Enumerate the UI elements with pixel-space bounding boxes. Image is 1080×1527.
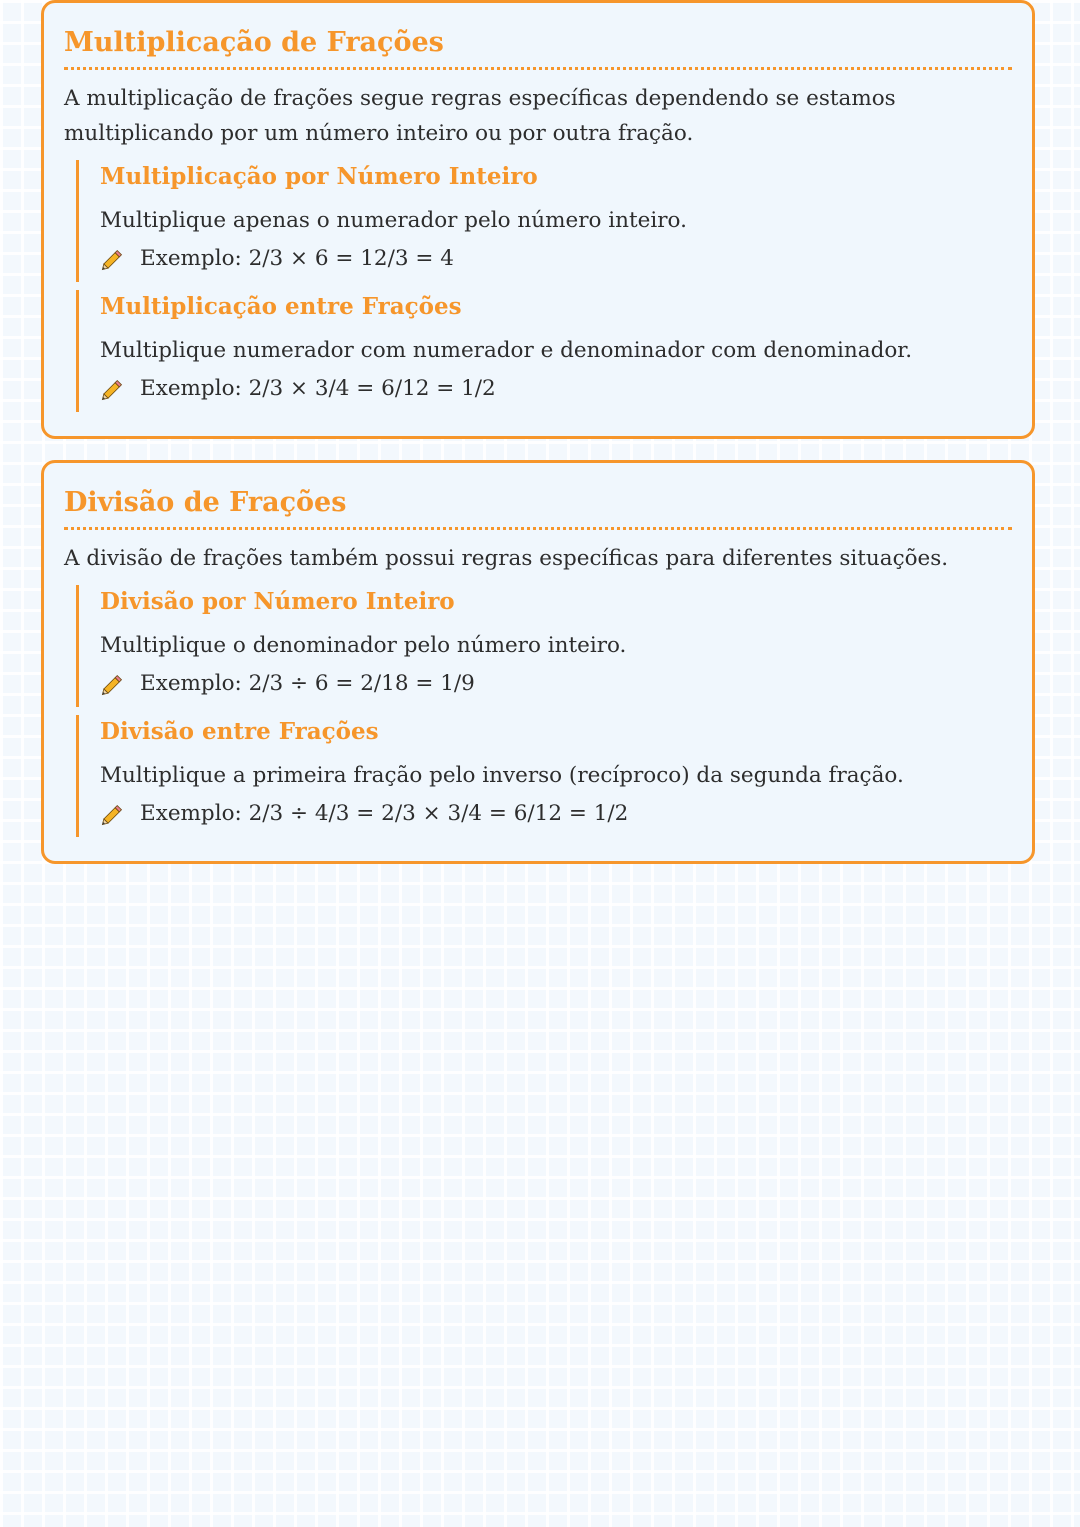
rule-example-text: Exemplo: 2/3 ÷ 6 = 2/18 = 1/9 xyxy=(140,671,475,696)
rule-example-text: Exemplo: 2/3 × 3/4 = 6/12 = 1/2 xyxy=(140,376,496,401)
rule-example xyxy=(100,799,1012,829)
rule-title: Divisão entre Frações xyxy=(100,718,379,745)
section-card-multiplicacao xyxy=(41,0,1035,439)
rule-text: Multiplique numerador com numerador e denominador com denominador. xyxy=(100,338,913,363)
rule-block xyxy=(76,585,1012,707)
pencil-icon xyxy=(100,246,126,272)
rule-text: Multiplique apenas o numerador pelo número inteiro. xyxy=(100,208,687,233)
section-card-divisao xyxy=(41,460,1035,864)
section-intro: A multiplicação de frações segue regras específicas dependendo se estamos multiplicando por um número inteiro ou por outra fração. xyxy=(64,86,896,146)
pencil-icon xyxy=(100,801,126,827)
section-intro: A divisão de frações também possui regras específicas para diferentes situações. xyxy=(64,546,949,571)
rule-title: Multiplicação entre Frações xyxy=(100,293,462,320)
rule-example xyxy=(100,244,1012,274)
rule-title: Divisão por Número Inteiro xyxy=(100,588,455,615)
rule-example xyxy=(100,669,1012,699)
rule-text: Multiplique a primeira fração pelo inverso (recíproco) da segunda fração. xyxy=(100,763,904,788)
pencil-icon xyxy=(100,376,126,402)
section-title: Divisão de Frações xyxy=(64,485,1012,530)
rule-title: Multiplicação por Número Inteiro xyxy=(100,163,538,190)
section-title: Multiplicação de Frações xyxy=(64,25,1012,70)
rule-block xyxy=(76,715,1012,837)
rule-block xyxy=(76,160,1012,282)
rule-example-text: Exemplo: 2/3 ÷ 4/3 = 2/3 × 3/4 = 6/12 = 1/2 xyxy=(140,801,629,826)
rule-text: Multiplique o denominador pelo número inteiro. xyxy=(100,633,627,658)
pencil-icon xyxy=(100,671,126,697)
rule-example xyxy=(100,374,1012,404)
rule-example-text: Exemplo: 2/3 × 6 = 12/3 = 4 xyxy=(140,246,454,271)
rule-block xyxy=(76,290,1012,412)
